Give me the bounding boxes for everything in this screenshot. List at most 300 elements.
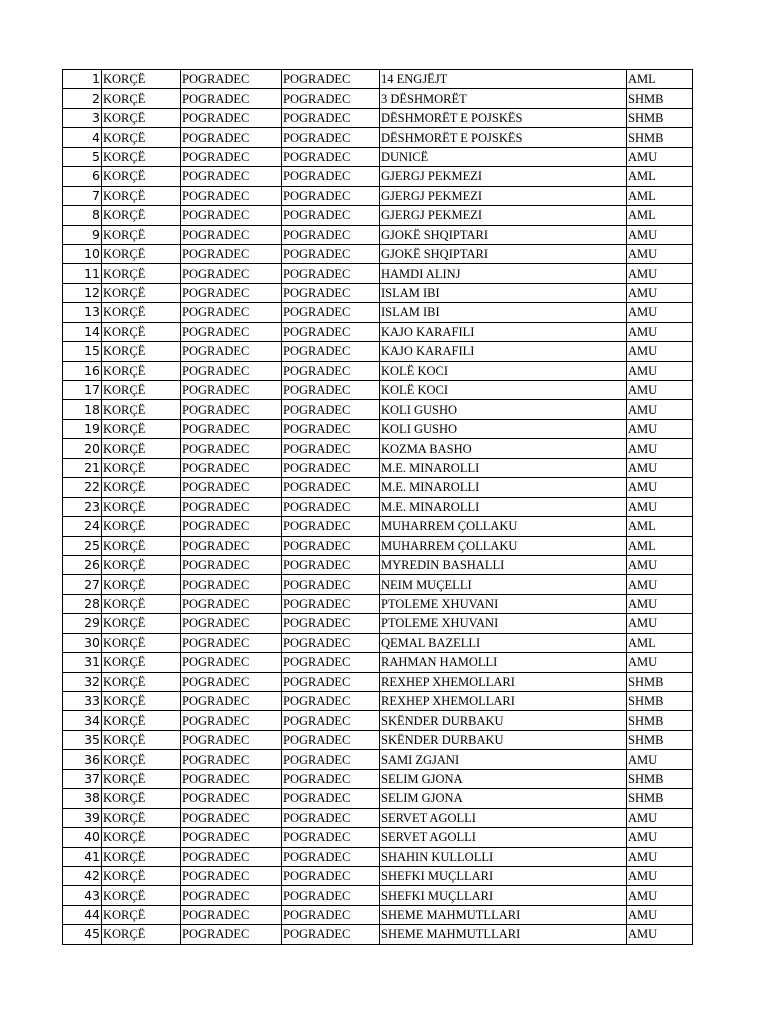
table-row: [63, 264, 693, 283]
school-type-cell: AMU: [627, 828, 693, 847]
row-number-cell: 12: [63, 283, 102, 302]
region-cell: KORÇË: [102, 517, 181, 536]
region-cell: KORÇË: [102, 147, 181, 166]
region-cell: KORÇË: [102, 244, 181, 263]
school-name-cell: 3 DËSHMORËT: [380, 89, 627, 108]
municipality-cell: POGRADEC: [282, 89, 380, 108]
municipality-cell: POGRADEC: [282, 206, 380, 225]
district-cell: POGRADEC: [181, 555, 282, 574]
school-type-cell: AMU: [627, 264, 693, 283]
school-name-cell: REXHEP XHEMOLLARI: [380, 672, 627, 691]
row-number-cell: 29: [63, 614, 102, 633]
district-cell: POGRADEC: [181, 614, 282, 633]
school-type-cell: AMU: [627, 555, 693, 574]
district-cell: POGRADEC: [181, 264, 282, 283]
school-name-cell: M.E. MINAROLLI: [380, 478, 627, 497]
municipality-cell: POGRADEC: [282, 633, 380, 652]
table-row: [63, 633, 693, 652]
district-cell: POGRADEC: [181, 672, 282, 691]
table-row: [63, 653, 693, 672]
school-name-cell: M.E. MINAROLLI: [380, 497, 627, 516]
school-type-cell: AML: [627, 633, 693, 652]
row-number-cell: 30: [63, 633, 102, 652]
table-row: [63, 128, 693, 147]
municipality-cell: POGRADEC: [282, 108, 380, 127]
district-cell: POGRADEC: [181, 633, 282, 652]
table-row: [63, 517, 693, 536]
municipality-cell: POGRADEC: [282, 361, 380, 380]
row-number-cell: 13: [63, 303, 102, 322]
school-type-cell: AML: [627, 206, 693, 225]
table-row: [63, 381, 693, 400]
school-type-cell: SHMB: [627, 672, 693, 691]
municipality-cell: POGRADEC: [282, 147, 380, 166]
school-name-cell: SELIM GJONA: [380, 769, 627, 788]
region-cell: KORÇË: [102, 575, 181, 594]
municipality-cell: POGRADEC: [282, 517, 380, 536]
district-cell: POGRADEC: [181, 225, 282, 244]
school-type-cell: AMU: [627, 342, 693, 361]
municipality-cell: POGRADEC: [282, 342, 380, 361]
row-number-cell: 41: [63, 847, 102, 866]
municipality-cell: POGRADEC: [282, 828, 380, 847]
school-type-cell: AMU: [627, 419, 693, 438]
municipality-cell: POGRADEC: [282, 555, 380, 574]
municipality-cell: POGRADEC: [282, 283, 380, 302]
district-cell: POGRADEC: [181, 206, 282, 225]
region-cell: KORÇË: [102, 672, 181, 691]
school-name-cell: MUHARREM ÇOLLAKU: [380, 517, 627, 536]
district-cell: POGRADEC: [181, 244, 282, 263]
municipality-cell: POGRADEC: [282, 381, 380, 400]
district-cell: POGRADEC: [181, 419, 282, 438]
region-cell: KORÇË: [102, 847, 181, 866]
district-cell: POGRADEC: [181, 750, 282, 769]
region-cell: KORÇË: [102, 594, 181, 613]
school-type-cell: AMU: [627, 322, 693, 341]
school-name-cell: KOZMA BASHO: [380, 439, 627, 458]
municipality-cell: POGRADEC: [282, 225, 380, 244]
table-row: [63, 439, 693, 458]
school-type-cell: SHMB: [627, 128, 693, 147]
school-type-cell: AMU: [627, 905, 693, 924]
school-name-cell: SHEFKI MUÇLLARI: [380, 886, 627, 905]
school-name-cell: MYREDIN BASHALLI: [380, 555, 627, 574]
school-type-cell: AML: [627, 517, 693, 536]
region-cell: KORÇË: [102, 866, 181, 885]
row-number-cell: 18: [63, 400, 102, 419]
municipality-cell: POGRADEC: [282, 905, 380, 924]
region-cell: KORÇË: [102, 458, 181, 477]
region-cell: KORÇË: [102, 886, 181, 905]
table-row: [63, 458, 693, 477]
table-row: [63, 400, 693, 419]
region-cell: KORÇË: [102, 692, 181, 711]
table-row: [63, 303, 693, 322]
table-row: [63, 866, 693, 885]
municipality-cell: POGRADEC: [282, 614, 380, 633]
district-cell: POGRADEC: [181, 517, 282, 536]
table-row: [63, 89, 693, 108]
school-name-cell: SHEFKI MUÇLLARI: [380, 866, 627, 885]
table-row: [63, 206, 693, 225]
school-type-cell: AML: [627, 536, 693, 555]
municipality-cell: POGRADEC: [282, 866, 380, 885]
table-row: [63, 750, 693, 769]
region-cell: KORÇË: [102, 342, 181, 361]
school-type-cell: AMU: [627, 147, 693, 166]
school-type-cell: AML: [627, 70, 693, 89]
school-name-cell: KOLË KOCI: [380, 361, 627, 380]
region-cell: KORÇË: [102, 711, 181, 730]
municipality-cell: POGRADEC: [282, 886, 380, 905]
table-row: [63, 575, 693, 594]
school-type-cell: AMU: [627, 594, 693, 613]
district-cell: POGRADEC: [181, 70, 282, 89]
table-row: [63, 828, 693, 847]
municipality-cell: POGRADEC: [282, 925, 380, 944]
school-name-cell: GJERGJ PEKMEZI: [380, 186, 627, 205]
row-number-cell: 15: [63, 342, 102, 361]
municipality-cell: POGRADEC: [282, 769, 380, 788]
region-cell: KORÇË: [102, 70, 181, 89]
data-table: [62, 69, 693, 945]
school-name-cell: QEMAL BAZELLI: [380, 633, 627, 652]
municipality-cell: POGRADEC: [282, 497, 380, 516]
district-cell: POGRADEC: [181, 147, 282, 166]
school-type-cell: AMU: [627, 497, 693, 516]
row-number-cell: 1: [63, 70, 102, 89]
row-number-cell: 31: [63, 653, 102, 672]
district-cell: POGRADEC: [181, 400, 282, 419]
region-cell: KORÇË: [102, 789, 181, 808]
school-type-cell: SHMB: [627, 789, 693, 808]
table-row: [63, 808, 693, 827]
school-name-cell: M.E. MINAROLLI: [380, 458, 627, 477]
district-cell: POGRADEC: [181, 478, 282, 497]
table-row: [63, 925, 693, 944]
row-number-cell: 7: [63, 186, 102, 205]
row-number-cell: 20: [63, 439, 102, 458]
school-name-cell: ISLAM IBI: [380, 303, 627, 322]
municipality-cell: POGRADEC: [282, 419, 380, 438]
school-type-cell: AMU: [627, 575, 693, 594]
table-row: [63, 692, 693, 711]
district-cell: POGRADEC: [181, 575, 282, 594]
municipality-cell: POGRADEC: [282, 70, 380, 89]
region-cell: KORÇË: [102, 614, 181, 633]
school-name-cell: SELIM GJONA: [380, 789, 627, 808]
table-row: [63, 108, 693, 127]
district-cell: POGRADEC: [181, 167, 282, 186]
region-cell: KORÇË: [102, 808, 181, 827]
school-name-cell: 14 ENGJËJT: [380, 70, 627, 89]
row-number-cell: 26: [63, 555, 102, 574]
table-row: [63, 769, 693, 788]
school-name-cell: SKËNDER DURBAKU: [380, 711, 627, 730]
school-name-cell: HAMDI ALINJ: [380, 264, 627, 283]
row-number-cell: 2: [63, 89, 102, 108]
row-number-cell: 27: [63, 575, 102, 594]
school-name-cell: KAJO KARAFILI: [380, 322, 627, 341]
school-name-cell: GJERGJ PEKMEZI: [380, 206, 627, 225]
row-number-cell: 34: [63, 711, 102, 730]
row-number-cell: 40: [63, 828, 102, 847]
row-number-cell: 8: [63, 206, 102, 225]
table-row: [63, 730, 693, 749]
school-name-cell: SERVET AGOLLI: [380, 828, 627, 847]
school-type-cell: AMU: [627, 886, 693, 905]
region-cell: KORÇË: [102, 225, 181, 244]
municipality-cell: POGRADEC: [282, 264, 380, 283]
row-number-cell: 24: [63, 517, 102, 536]
region-cell: KORÇË: [102, 633, 181, 652]
district-cell: POGRADEC: [181, 730, 282, 749]
region-cell: KORÇË: [102, 186, 181, 205]
table-row: [63, 905, 693, 924]
school-name-cell: ISLAM IBI: [380, 283, 627, 302]
school-type-cell: SHMB: [627, 692, 693, 711]
region-cell: KORÇË: [102, 361, 181, 380]
school-name-cell: PTOLEME XHUVANI: [380, 614, 627, 633]
district-cell: POGRADEC: [181, 653, 282, 672]
row-number-cell: 44: [63, 905, 102, 924]
school-name-cell: KOLI GUSHO: [380, 419, 627, 438]
municipality-cell: POGRADEC: [282, 128, 380, 147]
row-number-cell: 3: [63, 108, 102, 127]
school-type-cell: AMU: [627, 225, 693, 244]
region-cell: KORÇË: [102, 555, 181, 574]
municipality-cell: POGRADEC: [282, 730, 380, 749]
district-cell: POGRADEC: [181, 925, 282, 944]
district-cell: POGRADEC: [181, 497, 282, 516]
row-number-cell: 32: [63, 672, 102, 691]
table-row: [63, 536, 693, 555]
school-type-cell: AML: [627, 167, 693, 186]
table-row: [63, 186, 693, 205]
row-number-cell: 5: [63, 147, 102, 166]
school-name-cell: SHEME MAHMUTLLARI: [380, 905, 627, 924]
table-row: [63, 594, 693, 613]
municipality-cell: POGRADEC: [282, 244, 380, 263]
row-number-cell: 28: [63, 594, 102, 613]
municipality-cell: POGRADEC: [282, 847, 380, 866]
table-row: [63, 711, 693, 730]
school-type-cell: AMU: [627, 458, 693, 477]
district-cell: POGRADEC: [181, 458, 282, 477]
school-type-cell: AMU: [627, 866, 693, 885]
district-cell: POGRADEC: [181, 711, 282, 730]
municipality-cell: POGRADEC: [282, 536, 380, 555]
row-number-cell: 36: [63, 750, 102, 769]
table-row: [63, 70, 693, 89]
school-type-cell: SHMB: [627, 730, 693, 749]
district-cell: POGRADEC: [181, 108, 282, 127]
row-number-cell: 25: [63, 536, 102, 555]
region-cell: KORÇË: [102, 769, 181, 788]
region-cell: KORÇË: [102, 400, 181, 419]
row-number-cell: 35: [63, 730, 102, 749]
municipality-cell: POGRADEC: [282, 303, 380, 322]
table-body: [63, 70, 693, 945]
school-type-cell: AMU: [627, 439, 693, 458]
district-cell: POGRADEC: [181, 808, 282, 827]
school-type-cell: AMU: [627, 614, 693, 633]
municipality-cell: POGRADEC: [282, 789, 380, 808]
district-cell: POGRADEC: [181, 828, 282, 847]
region-cell: KORÇË: [102, 497, 181, 516]
school-name-cell: MUHARREM ÇOLLAKU: [380, 536, 627, 555]
region-cell: KORÇË: [102, 905, 181, 924]
district-cell: POGRADEC: [181, 283, 282, 302]
region-cell: KORÇË: [102, 322, 181, 341]
school-name-cell: GJOKË SHQIPTARI: [380, 244, 627, 263]
school-name-cell: SAMI ZGJANI: [380, 750, 627, 769]
row-number-cell: 14: [63, 322, 102, 341]
table-row: [63, 672, 693, 691]
school-type-cell: AMU: [627, 303, 693, 322]
municipality-cell: POGRADEC: [282, 594, 380, 613]
district-cell: POGRADEC: [181, 322, 282, 341]
school-type-cell: AMU: [627, 808, 693, 827]
school-name-cell: REXHEP XHEMOLLARI: [380, 692, 627, 711]
row-number-cell: 33: [63, 692, 102, 711]
municipality-cell: POGRADEC: [282, 692, 380, 711]
municipality-cell: POGRADEC: [282, 750, 380, 769]
district-cell: POGRADEC: [181, 439, 282, 458]
district-cell: POGRADEC: [181, 361, 282, 380]
district-cell: POGRADEC: [181, 769, 282, 788]
region-cell: KORÇË: [102, 478, 181, 497]
district-cell: POGRADEC: [181, 866, 282, 885]
table-row: [63, 497, 693, 516]
municipality-cell: POGRADEC: [282, 439, 380, 458]
municipality-cell: POGRADEC: [282, 808, 380, 827]
table-row: [63, 147, 693, 166]
school-type-cell: AMU: [627, 750, 693, 769]
district-cell: POGRADEC: [181, 886, 282, 905]
school-type-cell: AMU: [627, 653, 693, 672]
row-number-cell: 42: [63, 866, 102, 885]
row-number-cell: 4: [63, 128, 102, 147]
school-type-cell: SHMB: [627, 89, 693, 108]
row-number-cell: 39: [63, 808, 102, 827]
school-name-cell: DËSHMORËT E POJSKËS: [380, 108, 627, 127]
region-cell: KORÇË: [102, 653, 181, 672]
school-name-cell: SERVET AGOLLI: [380, 808, 627, 827]
region-cell: KORÇË: [102, 439, 181, 458]
table-row: [63, 244, 693, 263]
row-number-cell: 23: [63, 497, 102, 516]
school-type-cell: AMU: [627, 381, 693, 400]
table-row: [63, 614, 693, 633]
row-number-cell: 16: [63, 361, 102, 380]
school-type-cell: AMU: [627, 361, 693, 380]
row-number-cell: 22: [63, 478, 102, 497]
district-cell: POGRADEC: [181, 692, 282, 711]
municipality-cell: POGRADEC: [282, 186, 380, 205]
row-number-cell: 17: [63, 381, 102, 400]
row-number-cell: 9: [63, 225, 102, 244]
table-row: [63, 478, 693, 497]
school-type-cell: AMU: [627, 283, 693, 302]
municipality-cell: POGRADEC: [282, 167, 380, 186]
school-type-cell: AMU: [627, 847, 693, 866]
school-name-cell: RAHMAN HAMOLLI: [380, 653, 627, 672]
municipality-cell: POGRADEC: [282, 672, 380, 691]
school-name-cell: GJERGJ PEKMEZI: [380, 167, 627, 186]
municipality-cell: POGRADEC: [282, 711, 380, 730]
region-cell: KORÇË: [102, 536, 181, 555]
row-number-cell: 38: [63, 789, 102, 808]
region-cell: KORÇË: [102, 167, 181, 186]
school-name-cell: SHEME MAHMUTLLARI: [380, 925, 627, 944]
region-cell: KORÇË: [102, 128, 181, 147]
region-cell: KORÇË: [102, 730, 181, 749]
school-type-cell: AMU: [627, 478, 693, 497]
district-cell: POGRADEC: [181, 847, 282, 866]
municipality-cell: POGRADEC: [282, 653, 380, 672]
district-cell: POGRADEC: [181, 905, 282, 924]
row-number-cell: 6: [63, 167, 102, 186]
municipality-cell: POGRADEC: [282, 478, 380, 497]
table-row: [63, 342, 693, 361]
school-type-cell: SHMB: [627, 711, 693, 730]
region-cell: KORÇË: [102, 283, 181, 302]
school-name-cell: DUNICË: [380, 147, 627, 166]
row-number-cell: 11: [63, 264, 102, 283]
district-cell: POGRADEC: [181, 186, 282, 205]
municipality-cell: POGRADEC: [282, 575, 380, 594]
table-row: [63, 555, 693, 574]
row-number-cell: 21: [63, 458, 102, 477]
region-cell: KORÇË: [102, 828, 181, 847]
municipality-cell: POGRADEC: [282, 400, 380, 419]
school-name-cell: NEIM MUÇELLI: [380, 575, 627, 594]
region-cell: KORÇË: [102, 419, 181, 438]
region-cell: KORÇË: [102, 89, 181, 108]
table-row: [63, 419, 693, 438]
table-row: [63, 789, 693, 808]
district-cell: POGRADEC: [181, 128, 282, 147]
table-row: [63, 361, 693, 380]
school-type-cell: AMU: [627, 244, 693, 263]
school-name-cell: GJOKË SHQIPTARI: [380, 225, 627, 244]
table-row: [63, 225, 693, 244]
row-number-cell: 10: [63, 244, 102, 263]
row-number-cell: 43: [63, 886, 102, 905]
region-cell: KORÇË: [102, 206, 181, 225]
district-cell: POGRADEC: [181, 536, 282, 555]
region-cell: KORÇË: [102, 108, 181, 127]
region-cell: KORÇË: [102, 264, 181, 283]
school-name-cell: SHAHIN KULLOLLI: [380, 847, 627, 866]
school-type-cell: AMU: [627, 400, 693, 419]
district-cell: POGRADEC: [181, 381, 282, 400]
row-number-cell: 19: [63, 419, 102, 438]
region-cell: KORÇË: [102, 925, 181, 944]
municipality-cell: POGRADEC: [282, 322, 380, 341]
table-row: [63, 886, 693, 905]
district-cell: POGRADEC: [181, 303, 282, 322]
district-cell: POGRADEC: [181, 594, 282, 613]
table-row: [63, 283, 693, 302]
region-cell: KORÇË: [102, 750, 181, 769]
table-row: [63, 847, 693, 866]
school-name-cell: DËSHMORËT E POJSKËS: [380, 128, 627, 147]
district-cell: POGRADEC: [181, 789, 282, 808]
row-number-cell: 37: [63, 769, 102, 788]
